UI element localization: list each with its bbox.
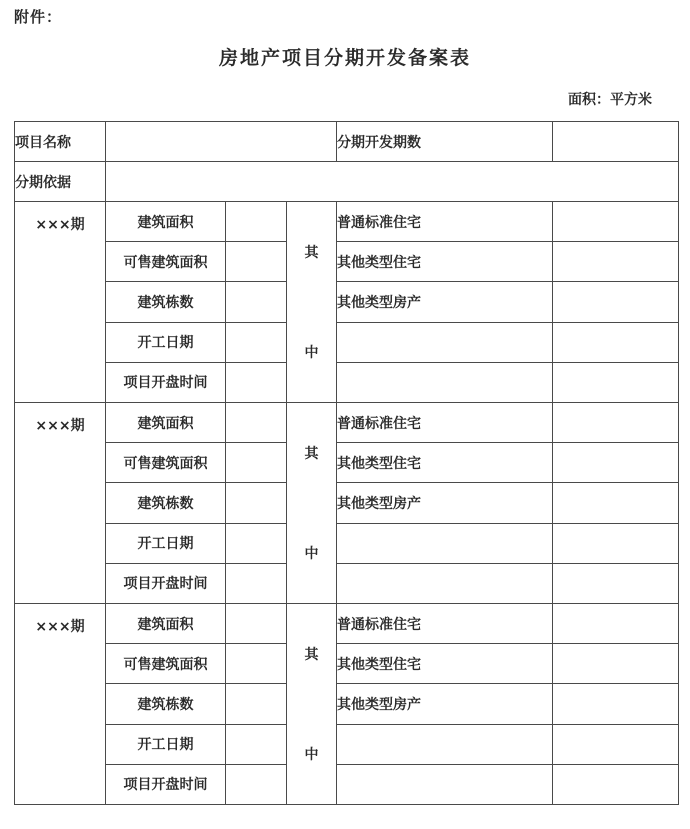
attachment-label: 附件： [14, 8, 63, 26]
phase-count-label: 分期开发期数 [337, 122, 553, 162]
phase-count-value[interactable] [553, 122, 679, 162]
housing-type-value[interactable] [553, 483, 679, 523]
phase-item-value[interactable] [226, 523, 287, 563]
phase-item-value[interactable] [226, 483, 287, 523]
housing-type-value[interactable] [553, 563, 679, 603]
housing-type-label: 其他类型住宅 [337, 443, 553, 483]
phase-row [15, 523, 679, 563]
phase-item-label: 建筑面积 [106, 202, 226, 242]
phase-label: ×××期 [15, 604, 106, 805]
phase-basis-row [15, 162, 679, 202]
phase-item-label: 开工日期 [106, 724, 226, 764]
phase-item-value[interactable] [226, 403, 287, 443]
phase-item-label: 可售建筑面积 [106, 644, 226, 684]
housing-type-label: 普通标准住宅 [337, 604, 553, 644]
phase-item-label: 建筑面积 [106, 604, 226, 644]
phase-item-value[interactable] [226, 604, 287, 644]
phase-row [15, 483, 679, 523]
phase-item-label: 建筑栋数 [106, 684, 226, 724]
phase-label: ×××期 [15, 202, 106, 403]
housing-type-label [337, 523, 553, 563]
phase-row [15, 443, 679, 483]
phase-item-label: 可售建筑面积 [106, 443, 226, 483]
housing-type-value[interactable] [553, 282, 679, 322]
phase-item-label: 项目开盘时间 [106, 764, 226, 804]
housing-type-value[interactable] [553, 322, 679, 362]
page-title: 房地产项目分期开发备案表 [218, 47, 471, 69]
housing-type-label: 其他类型房产 [337, 483, 553, 523]
phase-item-label: 建筑面积 [106, 403, 226, 443]
housing-type-label [337, 764, 553, 804]
phase-row [15, 242, 679, 282]
phase-row [15, 764, 679, 804]
phase-item-value[interactable] [226, 764, 287, 804]
phase-basis-label: 分期依据 [15, 162, 106, 202]
housing-type-value[interactable] [553, 523, 679, 563]
phase-row [15, 403, 679, 443]
housing-type-label [337, 724, 553, 764]
phase-item-value[interactable] [226, 202, 287, 242]
phase-basis-value[interactable] [106, 162, 679, 202]
phase-row [15, 282, 679, 322]
phase-row [15, 604, 679, 644]
housing-type-label [337, 563, 553, 603]
qizhong-bottom-char: 中 [304, 747, 319, 763]
housing-type-label [337, 362, 553, 402]
phase-item-label: 建筑栋数 [106, 483, 226, 523]
record-table [14, 121, 679, 805]
phase-row [15, 322, 679, 362]
phase-item-value[interactable] [226, 724, 287, 764]
housing-type-label: 普通标准住宅 [337, 202, 553, 242]
phase-row [15, 724, 679, 764]
project-name-label: 项目名称 [15, 122, 106, 162]
phase-label: ×××期 [15, 403, 106, 604]
qizhong-top-char: 其 [304, 647, 319, 663]
housing-type-value[interactable] [553, 684, 679, 724]
phase-item-value[interactable] [226, 443, 287, 483]
phase-row [15, 684, 679, 724]
phase-row [15, 563, 679, 603]
phase-item-label: 开工日期 [106, 523, 226, 563]
phase-item-value[interactable] [226, 684, 287, 724]
phase-item-label: 项目开盘时间 [106, 563, 226, 603]
phase-item-label: 建筑栋数 [106, 282, 226, 322]
housing-type-value[interactable] [553, 644, 679, 684]
housing-type-value[interactable] [553, 764, 679, 804]
phase-item-value[interactable] [226, 362, 287, 402]
phase-item-value[interactable] [226, 644, 287, 684]
project-name-value[interactable] [106, 122, 337, 162]
housing-type-value[interactable] [553, 724, 679, 764]
phase-item-value[interactable] [226, 242, 287, 282]
phase-item-value[interactable] [226, 282, 287, 322]
housing-type-value[interactable] [553, 403, 679, 443]
housing-type-value[interactable] [553, 362, 679, 402]
housing-type-value[interactable] [553, 202, 679, 242]
phase-item-label: 开工日期 [106, 322, 226, 362]
phase-item-value[interactable] [226, 563, 287, 603]
housing-type-label: 其他类型房产 [337, 282, 553, 322]
phase-item-value[interactable] [226, 322, 287, 362]
housing-type-value[interactable] [553, 242, 679, 282]
phase-item-label: 项目开盘时间 [106, 362, 226, 402]
housing-type-label: 其他类型住宅 [337, 242, 553, 282]
phase-row [15, 644, 679, 684]
qizhong-cell [287, 403, 337, 604]
project-name-row [15, 122, 679, 162]
qizhong-bottom-char: 中 [304, 345, 319, 361]
qizhong-top-char: 其 [304, 245, 319, 261]
housing-type-label: 其他类型住宅 [337, 644, 553, 684]
housing-type-value[interactable] [553, 443, 679, 483]
phase-row [15, 362, 679, 402]
housing-type-label: 普通标准住宅 [337, 403, 553, 443]
phase-item-label: 可售建筑面积 [106, 242, 226, 282]
qizhong-cell [287, 604, 337, 805]
qizhong-bottom-char: 中 [304, 546, 319, 562]
housing-type-value[interactable] [553, 604, 679, 644]
unit-label: 面积：平方米 [568, 92, 652, 108]
qizhong-cell [287, 202, 337, 403]
phase-row [15, 202, 679, 242]
housing-type-label: 其他类型房产 [337, 684, 553, 724]
qizhong-top-char: 其 [304, 446, 319, 462]
housing-type-label [337, 322, 553, 362]
